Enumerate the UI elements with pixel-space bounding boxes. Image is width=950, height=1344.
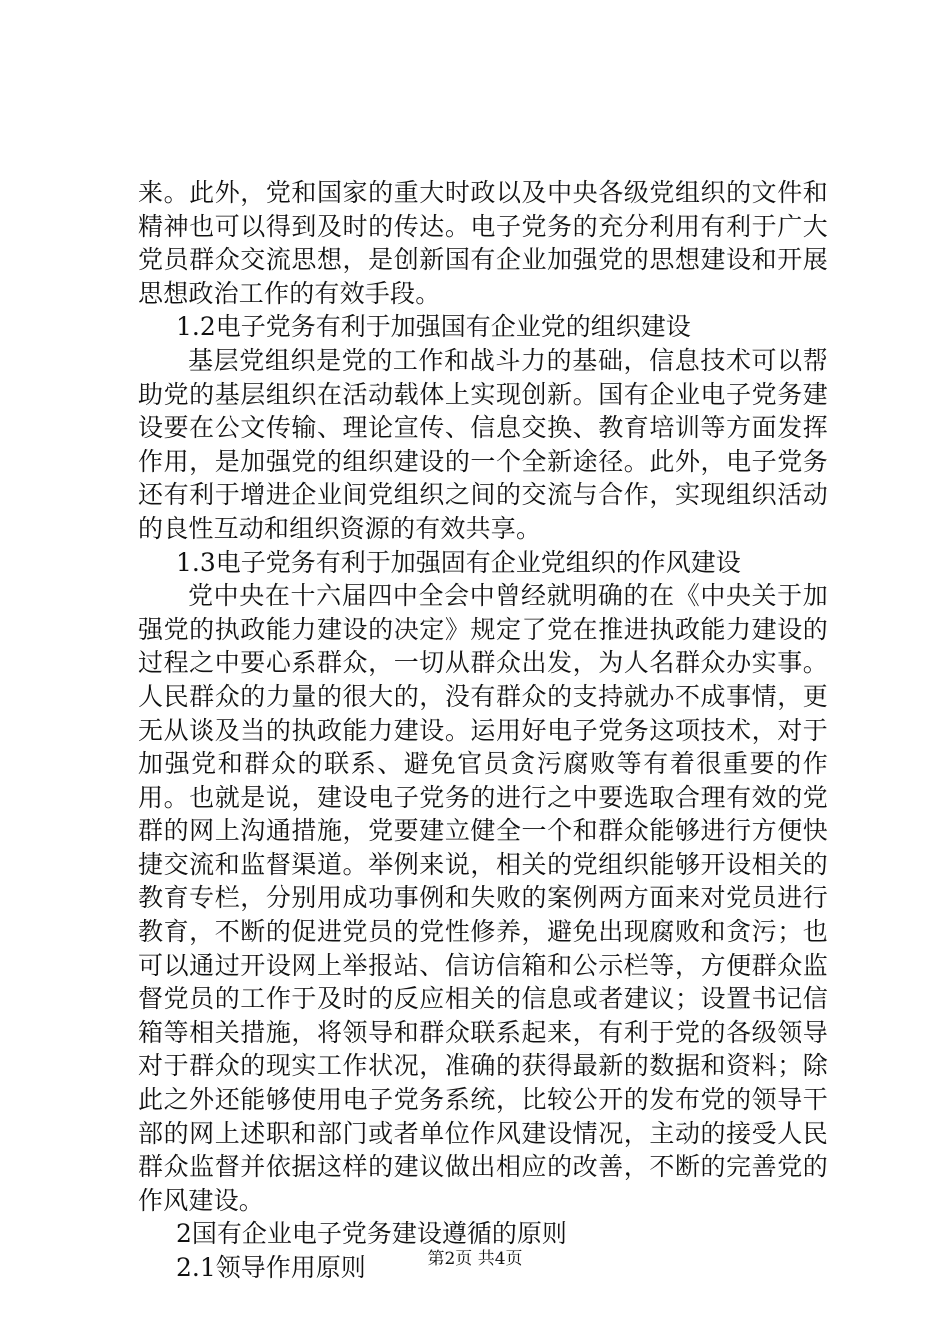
section-heading-2: 2国有企业电子党务建设遵循的原则 [176, 1219, 567, 1249]
document-body [138, 176, 828, 1285]
paragraph-work-style: 党中央在十六届四中全会中曾经就明确的在《中央关于加强党的执政能力建设的决定》规定了党在推进执政能力建设的过程之中要心系群众，一切从群众出发，为人名群众办实事。人民群众的力量的很大的，没有群众的支持就办不成事情，更无从谈及当的执政能力建设。运用好电子党务这项技术，对于加强党和群众的联系、避免官员贪污腐败等有着很重要的作用。也就是说，建设电子党务的进行之中要选取合理有效的党群的网上沟通措施，党要建立健全一个和群众能够进行方便快捷交流和监督渠道。举例来说，相关的党组织能够开设相关的教育专栏，分别用成功事例和失败的案例两方面来对党员进行教育，不断的促进党员的党性修养，避免出现腐败和贪污；也可以通过开设网上举报站、信访信箱和公示栏等，方便群众监督党员的工作于及时的反应相关的信息或者建议；设置书记信箱等相关措施，将领导和群众联系起来，有利于党的各级领导对于群众的现实工作状况，准确的获得最新的数据和资料；除此之外还能够使用电子党务系统，比较公开的发布党的领导干部的网上述职和部门或者单位作风建设情况，主动的接受人民群众监督并依据这样的建议做出相应的改善，不断的完善党的作风建设。 [138, 581, 828, 1215]
section-heading-1-2: 1.2电子党务有利于加强国有企业党的组织建设 [176, 312, 691, 342]
page-footer: 第2页 共4页 [427, 1249, 523, 1269]
paragraph-continuation: 来。此外，党和国家的重大时政以及中央各级党组织的文件和精神也可以得到及时的传达。电子党务的充分利用有利于广大党员群众交流思想，是创新国有企业加强党的思想建设和开展思想政治工作的有效手段。 [138, 178, 828, 308]
paragraph-organization: 基层党组织是党的工作和战斗力的基础，信息技术可以帮助党的基层组织在活动载体上实现创新。国有企业电子党务建设要在公文传输、理论宣传、信息交换、教育培训等方面发挥作用，是加强党的组织建设的一个全新途径。此外，电子党务还有利于增进企业间党组织之间的交流与合作，实现组织活动的良性互动和组织资源的有效共享。 [138, 345, 828, 543]
section-heading-1-3: 1.3电子党务有利于加强固有企业党组织的作风建设 [176, 547, 741, 577]
section-heading-2-1: 2.1领导作用原则 [176, 1253, 366, 1282]
